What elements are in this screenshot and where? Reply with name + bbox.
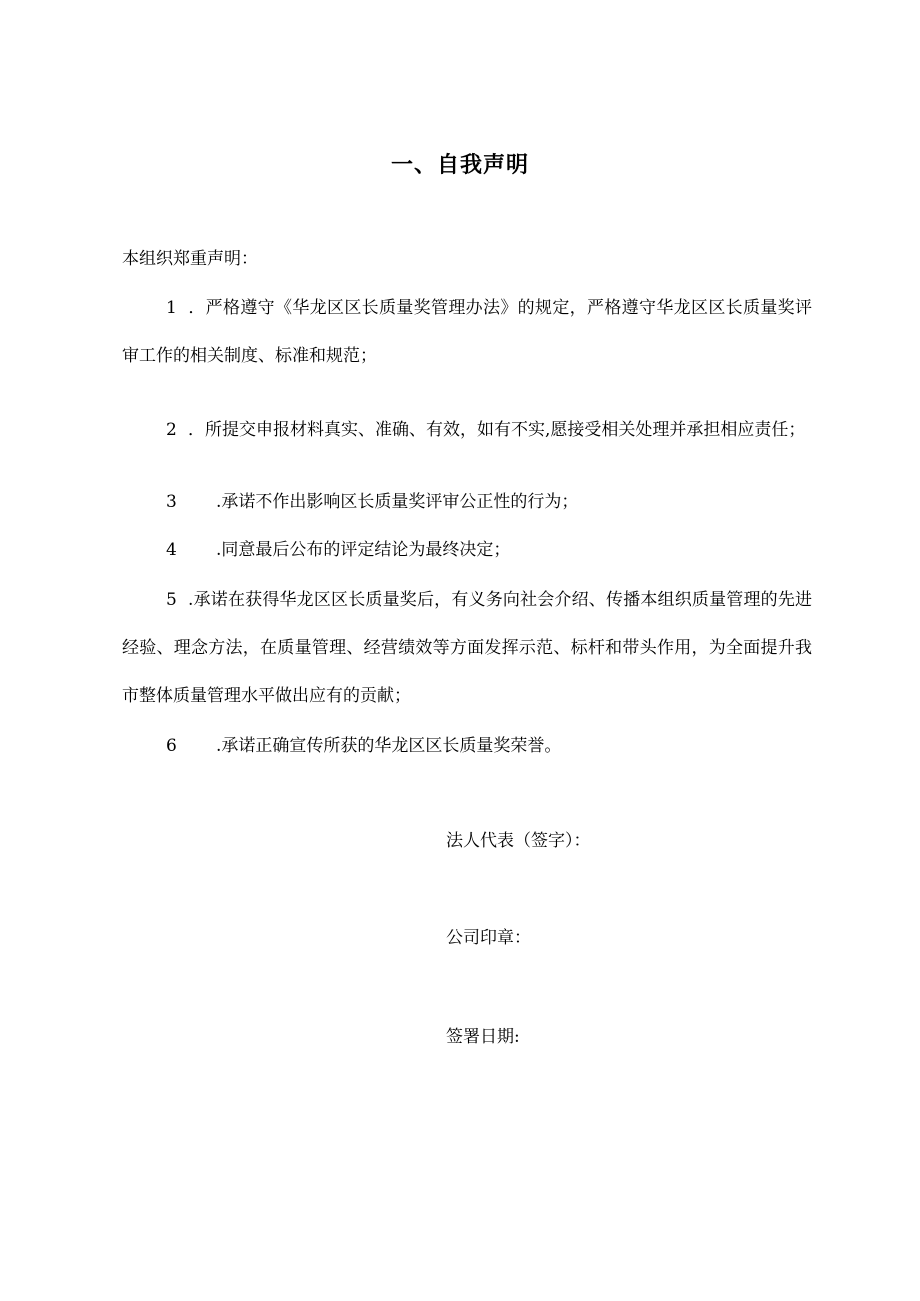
declaration-item-5 bbox=[122, 576, 812, 720]
item-text: .承诺在获得华龙区区长质量奖后，有义务向社会介绍、传播本组织质量管理的先进经验、理念方法，在质量管理、经营绩效等方面发挥示范、标杆和带头作用，为全面提升我市整体质量管理水平做出应有的贡献； bbox=[122, 590, 812, 706]
item-number: 2 bbox=[166, 420, 177, 440]
declaration-item-1 bbox=[122, 284, 812, 380]
item-number: 3 bbox=[166, 492, 177, 512]
item-text: ．严格遵守《华龙区区长质量奖管理办法》的规定，严格遵守华龙区区长质量奖评审工作的相关制度、标准和规范； bbox=[122, 298, 812, 366]
item-number: 6 bbox=[166, 736, 177, 756]
item-number: 5 bbox=[166, 590, 177, 610]
declaration-item-3 bbox=[122, 478, 812, 526]
item-text: .承诺正确宣传所获的华龙区区长质量奖荣誉。 bbox=[216, 736, 562, 756]
declaration-intro: 本组织郑重声明： bbox=[122, 249, 258, 269]
company-seal: 公司印章： bbox=[446, 928, 531, 948]
item-text: ．所提交申报材料真实、准确、有效，如有不实,愿接受相关处理并承担相应责任； bbox=[188, 420, 806, 440]
page-title: 一、自我声明 bbox=[390, 153, 529, 178]
declaration-item-6 bbox=[122, 722, 812, 770]
declaration-item-4 bbox=[122, 526, 812, 574]
signing-date: 签署日期: bbox=[446, 1027, 520, 1047]
item-number: 1 bbox=[166, 298, 177, 318]
item-text: .承诺不作出影响区长质量奖评审公正性的行为； bbox=[216, 492, 579, 512]
declaration-item-2 bbox=[122, 406, 812, 454]
legal-representative-signature: 法人代表（签字）： bbox=[446, 831, 591, 851]
item-text: .同意最后公布的评定结论为最终决定； bbox=[216, 540, 511, 560]
item-number: 4 bbox=[166, 540, 177, 560]
